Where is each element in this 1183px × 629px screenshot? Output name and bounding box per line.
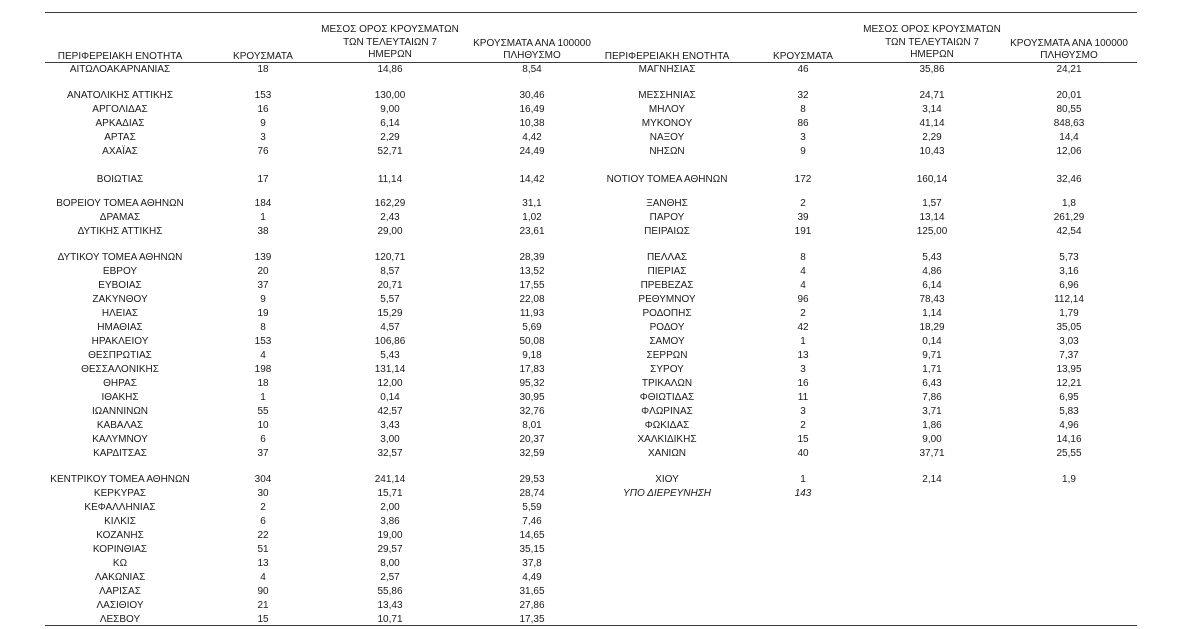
right-row-10-region: ΠΕΛΛΑΣ	[646, 252, 688, 263]
left-row-30-cases: 51	[257, 544, 269, 555]
left-row-13-per100k: 22,08	[519, 294, 545, 305]
left-row-10-per100k: 28,39	[519, 252, 545, 263]
left-row-32-avg7: 2,57	[380, 572, 400, 583]
right-row-21-avg7: 3,71	[922, 406, 942, 417]
left-row-30-per100k: 35,15	[519, 544, 545, 555]
left-row-26-region: ΚΕΡΚΥΡΑΣ	[93, 488, 147, 499]
right-row-15-cases: 42	[797, 322, 809, 333]
right-row-7-per100k: 1,8	[1062, 198, 1076, 209]
left-row-18-avg7: 131,14	[374, 364, 406, 375]
right-row-1-per100k: 20,01	[1056, 90, 1082, 101]
left-row-9-avg7: 29,00	[377, 226, 403, 237]
left-row-4-per100k: 4,42	[522, 132, 542, 143]
left-row-5-region: ΑΧΑΪΑΣ	[102, 146, 138, 157]
right-row-20-per100k: 6,95	[1059, 392, 1079, 403]
left-row-32-per100k: 4,49	[522, 572, 542, 583]
left-row-17-per100k: 9,18	[522, 350, 542, 361]
left-row-27-cases: 2	[260, 502, 266, 513]
left-row-8-region: ΔΡΑΜΑΣ	[99, 212, 141, 223]
right-row-5-avg7: 10,43	[919, 146, 945, 157]
left-row-31-per100k: 37,8	[522, 558, 542, 569]
right-row-13-avg7: 78,43	[919, 294, 945, 305]
right-row-9-per100k: 42,54	[1056, 226, 1082, 237]
right-row-2-avg7: 3,14	[922, 104, 942, 115]
left-header-per100k-2: ΠΛΗΘΥΣΜΟ	[503, 50, 561, 61]
right-row-5-region: ΝΗΣΩΝ	[649, 146, 685, 157]
right-row-26-cases: 143	[794, 488, 812, 499]
left-row-29-per100k: 14,65	[519, 530, 545, 541]
left-row-28-cases: 6	[260, 516, 266, 527]
left-header-per100k-1: ΚΡΟΥΣΜΑΤΑ ΑΝΑ 100000	[473, 38, 591, 49]
right-row-17-region: ΣΕΡΡΩΝ	[646, 350, 688, 361]
right-row-25-cases: 1	[800, 474, 806, 485]
left-row-34-cases: 21	[257, 600, 269, 611]
right-row-2-cases: 8	[800, 104, 806, 115]
left-header-cases: ΚΡΟΥΣΜΑΤΑ	[233, 51, 293, 62]
right-row-0-per100k: 24,21	[1056, 64, 1082, 75]
right-row-8-cases: 39	[797, 212, 809, 223]
right-row-12-region: ΠΡΕΒΕΖΑΣ	[640, 280, 694, 291]
left-row-23-cases: 6	[260, 434, 266, 445]
left-row-22-avg7: 3,43	[380, 420, 400, 431]
right-row-11-cases: 4	[800, 266, 806, 277]
right-row-9-avg7: 125,00	[916, 226, 948, 237]
left-row-13-avg7: 5,57	[380, 294, 400, 305]
left-row-21-per100k: 32,76	[519, 406, 545, 417]
left-row-10-cases: 139	[254, 252, 272, 263]
left-row-12-region: ΕΥΒΟΙΑΣ	[98, 280, 142, 291]
right-header-per100k-2: ΠΛΗΘΥΣΜΟ	[1040, 50, 1098, 61]
left-row-26-per100k: 28,74	[519, 488, 545, 499]
left-row-35-region: ΛΕΣΒΟΥ	[99, 614, 141, 625]
left-row-26-avg7: 15,71	[377, 488, 403, 499]
right-row-12-cases: 4	[800, 280, 806, 291]
right-row-0-avg7: 35,86	[919, 64, 945, 75]
left-row-27-per100k: 5,59	[522, 502, 542, 513]
right-header-region: ΠΕΡΙΦΕΡΕΙΑΚΗ ΕΝΟΤΗΤΑ	[604, 51, 730, 62]
left-row-2-region: ΑΡΓΟΛΙΔΑΣ	[92, 104, 148, 115]
right-row-26-region: ΥΠΟ ΔΙΕΡΕΥΝΗΣΗ	[623, 488, 711, 499]
left-row-4-avg7: 2,29	[380, 132, 400, 143]
left-row-28-region: ΚΙΛΚΙΣ	[104, 516, 136, 527]
left-row-6-per100k: 14,42	[519, 174, 545, 185]
right-row-22-avg7: 1,86	[922, 420, 942, 431]
right-row-17-cases: 13	[797, 350, 809, 361]
left-row-35-cases: 15	[257, 614, 269, 625]
right-row-2-region: ΜΗΛΟΥ	[648, 104, 686, 115]
left-header-avg-2: ΤΩΝ ΤΕΛΕΥΤΑΙΩΝ 7	[343, 37, 437, 48]
right-row-6-per100k: 32,46	[1056, 174, 1082, 185]
right-row-14-cases: 2	[800, 308, 806, 319]
left-row-17-avg7: 5,43	[380, 350, 400, 361]
right-row-5-cases: 9	[800, 146, 806, 157]
right-row-17-per100k: 7,37	[1059, 350, 1079, 361]
right-row-16-cases: 1	[800, 336, 806, 347]
left-row-21-region: ΙΩΑΝΝΙΝΩΝ	[91, 406, 149, 417]
left-row-12-cases: 37	[257, 280, 269, 291]
left-row-8-cases: 1	[260, 212, 266, 223]
left-row-15-per100k: 5,69	[522, 322, 542, 333]
right-row-4-avg7: 2,29	[922, 132, 942, 143]
left-row-20-region: ΙΘΑΚΗΣ	[101, 392, 139, 403]
right-row-19-region: ΤΡΙΚΑΛΩΝ	[641, 378, 693, 389]
right-row-21-per100k: 5,83	[1059, 406, 1079, 417]
left-row-24-region: ΚΑΡΔΙΤΣΑΣ	[93, 448, 147, 459]
left-row-6-cases: 17	[257, 174, 269, 185]
right-row-21-region: ΦΛΩΡΙΝΑΣ	[641, 406, 693, 417]
left-row-34-region: ΛΑΣΙΘΙΟΥ	[96, 600, 144, 611]
right-row-5-per100k: 12,06	[1056, 146, 1082, 157]
left-row-12-avg7: 20,71	[377, 280, 403, 291]
left-row-1-per100k: 30,46	[519, 90, 545, 101]
left-row-24-per100k: 32,59	[519, 448, 545, 459]
left-row-12-per100k: 17,55	[519, 280, 545, 291]
right-row-12-per100k: 6,96	[1059, 280, 1079, 291]
right-row-0-region: ΜΑΓΝΗΣΙΑΣ	[638, 64, 696, 75]
right-row-14-avg7: 1,14	[922, 308, 942, 319]
right-row-15-avg7: 18,29	[919, 322, 945, 333]
left-row-31-avg7: 8,00	[380, 558, 400, 569]
left-row-10-avg7: 120,71	[374, 252, 406, 263]
right-row-8-per100k: 261,29	[1053, 212, 1085, 223]
left-row-14-per100k: 11,93	[519, 308, 545, 319]
left-row-4-region: ΑΡΤΑΣ	[104, 132, 136, 143]
left-row-35-per100k: 17,35	[519, 614, 545, 625]
right-row-15-per100k: 35,05	[1056, 322, 1082, 333]
right-row-1-avg7: 24,71	[919, 90, 945, 101]
left-row-4-cases: 3	[260, 132, 266, 143]
right-row-15-region: ΡΟΔΟΥ	[649, 322, 685, 333]
left-row-33-avg7: 55,86	[377, 586, 403, 597]
right-row-4-cases: 3	[800, 132, 806, 143]
left-row-33-per100k: 31,65	[519, 586, 545, 597]
right-row-2-per100k: 80,55	[1056, 104, 1082, 115]
left-row-16-cases: 153	[254, 336, 272, 347]
right-row-13-region: ΡΕΘΥΜΝΟΥ	[638, 294, 696, 305]
left-row-15-avg7: 4,57	[380, 322, 400, 333]
left-row-21-avg7: 42,57	[377, 406, 403, 417]
left-row-15-region: ΗΜΑΘΙΑΣ	[97, 322, 143, 333]
left-row-35-avg7: 10,71	[377, 614, 403, 625]
right-row-12-avg7: 6,14	[922, 280, 942, 291]
right-row-16-region: ΣΑΜΟΥ	[649, 336, 685, 347]
right-row-22-cases: 2	[800, 420, 806, 431]
left-header-avg-1: ΜΕΣΟΣ ΟΡΟΣ ΚΡΟΥΣΜΑΤΩΝ	[321, 24, 459, 35]
right-row-24-avg7: 37,71	[919, 448, 945, 459]
right-row-19-per100k: 12,21	[1056, 378, 1082, 389]
left-row-21-cases: 55	[257, 406, 269, 417]
right-header-avg-3: ΗΜΕΡΩΝ	[910, 49, 954, 60]
left-row-16-region: ΗΡΑΚΛΕΙΟΥ	[91, 336, 149, 347]
right-header-cases: ΚΡΟΥΣΜΑΤΑ	[773, 51, 833, 62]
left-row-29-avg7: 19,00	[377, 530, 403, 541]
left-row-11-per100k: 13,52	[519, 266, 545, 277]
left-row-7-avg7: 162,29	[374, 198, 406, 209]
left-row-8-avg7: 2,43	[380, 212, 400, 223]
right-row-17-avg7: 9,71	[922, 350, 942, 361]
left-row-23-per100k: 20,37	[519, 434, 545, 445]
left-row-27-region: ΚΕΦΑΛΛΗΝΙΑΣ	[84, 502, 156, 513]
left-row-16-per100k: 50,08	[519, 336, 545, 347]
right-row-8-region: ΠΑΡΟΥ	[649, 212, 685, 223]
left-row-18-per100k: 17,83	[519, 364, 545, 375]
left-row-2-avg7: 9,00	[380, 104, 400, 115]
left-row-11-region: ΕΒΡΟΥ	[102, 266, 138, 277]
left-row-9-cases: 38	[257, 226, 269, 237]
right-row-3-avg7: 41,14	[919, 118, 945, 129]
left-row-5-cases: 76	[257, 146, 269, 157]
left-row-22-per100k: 8,01	[522, 420, 542, 431]
header-bottom-rule	[45, 62, 1137, 63]
right-row-0-cases: 46	[797, 64, 809, 75]
right-row-6-cases: 172	[794, 174, 812, 185]
right-row-10-avg7: 5,43	[922, 252, 942, 263]
right-row-8-avg7: 13,14	[919, 212, 945, 223]
left-row-34-per100k: 27,86	[519, 600, 545, 611]
left-row-34-avg7: 13,43	[377, 600, 403, 611]
left-row-25-region: ΚΕΝΤΡΙΚΟΥ ΤΟΜΕΑ ΑΘΗΝΩΝ	[50, 474, 190, 485]
right-row-23-avg7: 9,00	[922, 434, 942, 445]
right-row-7-avg7: 1,57	[922, 198, 942, 209]
left-row-32-region: ΛΑΚΩΝΙΑΣ	[94, 572, 146, 583]
right-row-23-per100k: 14,16	[1056, 434, 1082, 445]
right-row-20-avg7: 7,86	[922, 392, 942, 403]
right-row-20-region: ΦΘΙΩΤΙΔΑΣ	[639, 392, 695, 403]
left-row-19-avg7: 12,00	[377, 378, 403, 389]
right-row-11-per100k: 3,16	[1059, 266, 1079, 277]
left-row-6-region: ΒΟΙΩΤΙΑΣ	[96, 174, 144, 185]
right-row-9-region: ΠΕΙΡΑΙΩΣ	[644, 226, 690, 237]
left-row-33-cases: 90	[257, 586, 269, 597]
bottom-rule	[45, 625, 1137, 626]
left-row-19-region: ΘΗΡΑΣ	[103, 378, 137, 389]
right-row-7-cases: 2	[800, 198, 806, 209]
right-row-3-per100k: 848,63	[1053, 118, 1085, 129]
left-row-6-avg7: 11,14	[377, 174, 403, 185]
right-row-24-region: ΧΑΝΙΩΝ	[647, 448, 687, 459]
left-row-3-per100k: 10,38	[519, 118, 545, 129]
left-row-5-per100k: 24,49	[519, 146, 545, 157]
right-row-11-avg7: 4,86	[922, 266, 942, 277]
left-row-14-cases: 19	[257, 308, 269, 319]
left-row-25-per100k: 29,53	[519, 474, 545, 485]
left-row-0-avg7: 14,86	[377, 64, 403, 75]
left-row-7-per100k: 31,1	[522, 198, 542, 209]
left-row-31-cases: 13	[257, 558, 269, 569]
right-row-7-region: ΞΑΝΘΗΣ	[646, 198, 688, 209]
left-header-region: ΠΕΡΙΦΕΡΕΙΑΚΗ ΕΝΟΤΗΤΑ	[57, 51, 183, 62]
left-row-20-per100k: 30,95	[519, 392, 545, 403]
left-row-1-cases: 153	[254, 90, 272, 101]
left-row-18-region: ΘΕΣΣΑΛΟΝΙΚΗΣ	[81, 364, 159, 375]
right-row-13-cases: 96	[797, 294, 809, 305]
right-row-18-cases: 3	[800, 364, 806, 375]
right-row-25-avg7: 2,14	[922, 474, 942, 485]
left-row-24-cases: 37	[257, 448, 269, 459]
right-row-20-cases: 11	[797, 392, 809, 403]
left-row-18-cases: 198	[254, 364, 272, 375]
right-row-3-cases: 86	[797, 118, 809, 129]
right-row-16-per100k: 3,03	[1059, 336, 1079, 347]
left-row-13-region: ΖΑΚΥΝΘΟΥ	[92, 294, 148, 305]
right-row-25-region: ΧΙΟΥ	[655, 474, 679, 485]
right-row-24-cases: 40	[797, 448, 809, 459]
left-header-avg-3: ΗΜΕΡΩΝ	[368, 49, 412, 60]
left-row-33-region: ΛΑΡΙΣΑΣ	[99, 586, 141, 597]
right-row-19-cases: 16	[797, 378, 809, 389]
right-row-1-cases: 32	[797, 90, 809, 101]
left-row-17-cases: 4	[260, 350, 266, 361]
right-row-21-cases: 3	[800, 406, 806, 417]
left-row-28-per100k: 7,46	[522, 516, 542, 527]
left-row-10-region: ΔΥΤΙΚΟΥ ΤΟΜΕΑ ΑΘΗΝΩΝ	[57, 252, 183, 263]
right-header-per100k-1: ΚΡΟΥΣΜΑΤΑ ΑΝΑ 100000	[1010, 38, 1128, 49]
right-row-10-cases: 8	[800, 252, 806, 263]
right-row-11-region: ΠΙΕΡΙΑΣ	[647, 266, 687, 277]
left-row-2-per100k: 16,49	[519, 104, 545, 115]
left-row-22-region: ΚΑΒΑΛΑΣ	[96, 420, 144, 431]
top-rule	[45, 12, 1137, 13]
right-row-6-region: ΝΟΤΙΟΥ ΤΟΜΕΑ ΑΘΗΝΩΝ	[606, 174, 728, 185]
left-row-17-region: ΘΕΣΠΡΩΤΙΑΣ	[88, 350, 152, 361]
left-row-30-region: ΚΟΡΙΝΘΙΑΣ	[92, 544, 148, 555]
left-row-1-region: ΑΝΑΤΟΛΙΚΗΣ ΑΤΤΙΚΗΣ	[66, 90, 174, 101]
right-row-18-region: ΣΥΡΟΥ	[650, 364, 684, 375]
left-row-8-per100k: 1,02	[522, 212, 542, 223]
left-row-30-avg7: 29,57	[377, 544, 403, 555]
left-row-31-region: ΚΩ	[112, 558, 128, 569]
left-row-11-avg7: 8,57	[380, 266, 400, 277]
left-row-1-avg7: 130,00	[374, 90, 406, 101]
right-row-18-per100k: 13,95	[1056, 364, 1082, 375]
right-row-10-per100k: 5,73	[1059, 252, 1079, 263]
left-row-24-avg7: 32,57	[377, 448, 403, 459]
right-row-4-region: ΝΑΞΟΥ	[649, 132, 685, 143]
left-row-3-region: ΑΡΚΑΔΙΑΣ	[95, 118, 145, 129]
left-row-9-region: ΔΥΤΙΚΗΣ ΑΤΤΙΚΗΣ	[77, 226, 163, 237]
right-header-avg-1: ΜΕΣΟΣ ΟΡΟΣ ΚΡΟΥΣΜΑΤΩΝ	[863, 24, 1001, 35]
left-row-28-avg7: 3,86	[380, 516, 400, 527]
left-row-19-cases: 18	[257, 378, 269, 389]
left-row-16-avg7: 106,86	[374, 336, 406, 347]
left-row-20-avg7: 0,14	[380, 392, 400, 403]
right-row-19-avg7: 6,43	[922, 378, 942, 389]
left-row-20-cases: 1	[260, 392, 266, 403]
right-row-23-cases: 15	[797, 434, 809, 445]
left-row-0-cases: 18	[257, 64, 269, 75]
left-row-25-avg7: 241,14	[374, 474, 406, 485]
left-row-23-avg7: 3,00	[380, 434, 400, 445]
right-row-16-avg7: 0,14	[922, 336, 942, 347]
right-row-6-avg7: 160,14	[916, 174, 948, 185]
right-row-1-region: ΜΕΣΣΗΝΙΑΣ	[638, 90, 696, 101]
left-row-25-cases: 304	[254, 474, 272, 485]
right-row-25-per100k: 1,9	[1062, 474, 1076, 485]
left-row-19-per100k: 95,32	[519, 378, 545, 389]
left-row-14-avg7: 15,29	[377, 308, 403, 319]
right-row-13-per100k: 112,14	[1054, 294, 1084, 305]
left-row-0-region: ΑΙΤΩΛΟΑΚΑΡΝΑΝΙΑΣ	[69, 64, 171, 75]
left-row-3-avg7: 6,14	[380, 118, 400, 129]
left-row-13-cases: 9	[260, 294, 266, 305]
right-row-9-cases: 191	[794, 226, 812, 237]
right-row-4-per100k: 14,4	[1059, 132, 1079, 143]
left-row-27-avg7: 2,00	[380, 502, 400, 513]
left-row-2-cases: 16	[257, 104, 269, 115]
left-row-22-cases: 10	[257, 420, 269, 431]
left-row-7-region: ΒΟΡΕΙΟΥ ΤΟΜΕΑ ΑΘΗΝΩΝ	[56, 198, 184, 209]
left-row-11-cases: 20	[257, 266, 269, 277]
left-row-32-cases: 4	[260, 572, 266, 583]
right-row-14-per100k: 1,79	[1059, 308, 1079, 319]
right-row-3-region: ΜΥΚΟΝΟΥ	[641, 118, 693, 129]
left-row-14-region: ΗΛΕΙΑΣ	[101, 308, 139, 319]
left-row-29-region: ΚΟΖΑΝΗΣ	[96, 530, 144, 541]
right-header-avg-2: ΤΩΝ ΤΕΛΕΥΤΑΙΩΝ 7	[885, 37, 979, 48]
right-row-22-per100k: 4,96	[1059, 420, 1079, 431]
left-row-29-cases: 22	[257, 530, 269, 541]
left-row-5-avg7: 52,71	[377, 146, 403, 157]
left-row-9-per100k: 23,61	[519, 226, 545, 237]
right-row-18-avg7: 1,71	[922, 364, 942, 375]
left-row-15-cases: 8	[260, 322, 266, 333]
right-row-23-region: ΧΑΛΚΙΔΙΚΗΣ	[637, 434, 697, 445]
right-row-14-region: ΡΟΔΟΠΗΣ	[642, 308, 692, 319]
left-row-0-per100k: 8,54	[522, 64, 542, 75]
left-row-23-region: ΚΑΛΥΜΝΟΥ	[92, 434, 148, 445]
right-row-22-region: ΦΩΚΙΔΑΣ	[644, 420, 690, 431]
left-row-26-cases: 30	[257, 488, 269, 499]
right-row-24-per100k: 25,55	[1056, 448, 1082, 459]
left-row-3-cases: 9	[260, 118, 266, 129]
left-row-7-cases: 184	[254, 198, 272, 209]
